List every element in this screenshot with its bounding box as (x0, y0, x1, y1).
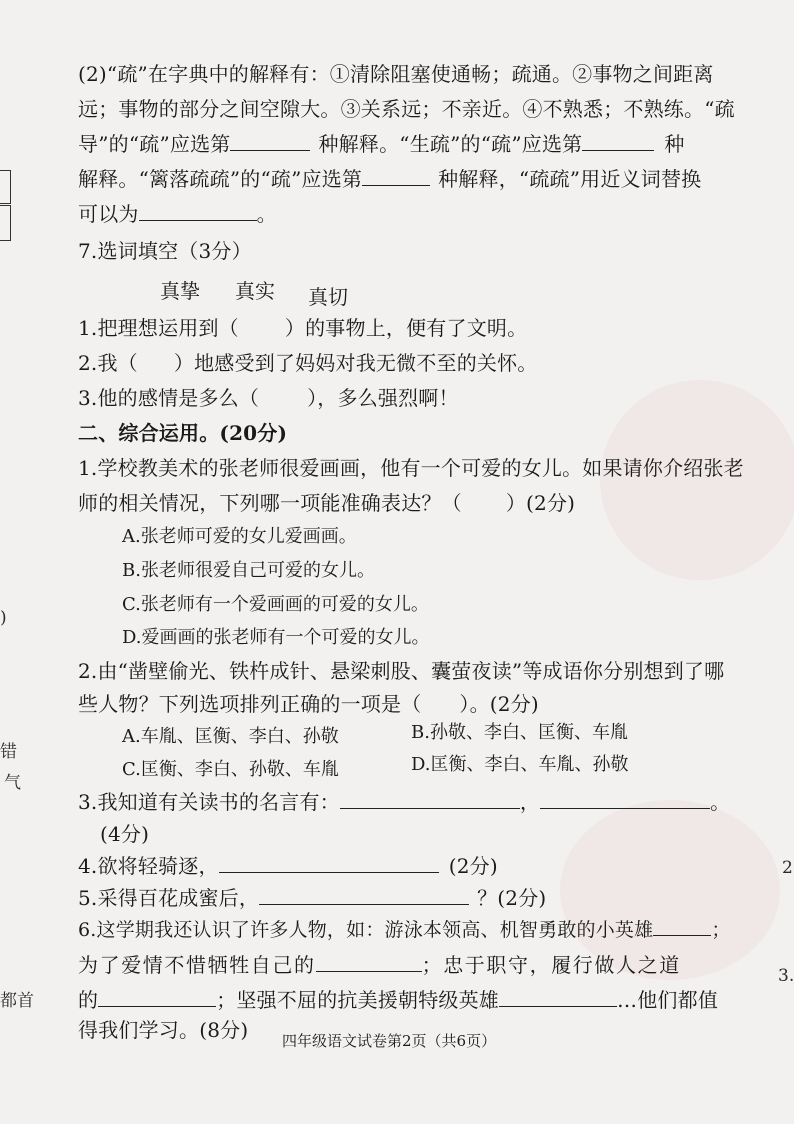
option-b[interactable]: B.孙敬、李白、匡衡、车胤 (411, 722, 628, 743)
q3-line (78, 788, 730, 816)
margin-box-fragment (0, 170, 11, 204)
q2-line (78, 690, 539, 718)
q6-2-text: 种解释，“疏疏”用近义词替换 (438, 167, 702, 191)
q6-line (78, 986, 718, 1014)
question-text: ）(2分) (505, 491, 576, 515)
question-text: 师的相关情况，下列哪一项能准确表达？（ (78, 491, 462, 515)
q6-2-line: 远；事物的部分之间空隙大。③关系远；不亲近。④不熟悉；不熟练。“疏 (78, 97, 735, 121)
punctuation: 。 (710, 790, 731, 814)
q6-2-text: 种解释。“生疏”的“疏”应选第 (318, 132, 583, 156)
option-c[interactable]: C.张老师有一个爱画画的可爱的女儿。 (122, 594, 429, 615)
question-text: 的 (78, 988, 99, 1012)
answer-blank[interactable] (540, 790, 710, 809)
option-a[interactable]: A.张老师可爱的女儿爱画画。 (122, 526, 357, 547)
sentence-text: ），多么强烈啊！ (307, 386, 459, 410)
q6-2-line: (2)“疏”在字典中的解释有：①清除阻塞使通畅；疏通。②事物之间距离 (78, 62, 714, 86)
margin-fragment: ) (0, 608, 7, 628)
question-text: 6.这学期我还认识了许多人物，如：游泳本领高、机智勇敢的小英雄 (78, 919, 654, 941)
section-title: 二、综合运用。(20分) (78, 421, 288, 445)
answer-blank[interactable] (653, 917, 711, 936)
sentence-text: 2.我（ (78, 351, 138, 375)
margin-fragment: 都首 (0, 991, 34, 1011)
q6-line: 得我们学习。(8分) (78, 1018, 249, 1042)
question-text: 5.采得百花成蜜后， (78, 886, 260, 910)
q6-line (78, 916, 731, 944)
margin-fragment: 3. (778, 966, 794, 986)
q6-line (78, 951, 681, 979)
q6-2-text: 解释。“篱落疏疏”的“疏”应选第 (78, 167, 363, 191)
answer-blank[interactable] (316, 953, 422, 972)
answer-blank[interactable] (499, 988, 617, 1007)
q6-2-line (78, 200, 277, 228)
q6-2-text: 可以为 (78, 202, 139, 226)
answer-blank[interactable] (582, 132, 654, 151)
q3-score: (4分) (100, 822, 150, 846)
margin-box-fragment (0, 205, 11, 241)
answer-blank[interactable] (362, 167, 430, 186)
q6-2-text: 种 (664, 132, 685, 156)
option-c[interactable]: C.匡衡、李白、孙敬、车胤 (122, 759, 339, 780)
q6-2-line (78, 130, 685, 158)
sentence-text: ）的事物上，便有了文明。 (284, 316, 528, 340)
answer-blank[interactable] (98, 988, 216, 1007)
answer-blank[interactable] (139, 202, 257, 221)
answer-blank[interactable] (230, 132, 310, 151)
q7-sentence-1 (78, 314, 527, 342)
q1-line: 1.学校教美术的张老师很爱画画，他有一个可爱的女儿。如果请你介绍张老 (78, 456, 744, 480)
option-b[interactable]: B.张老师很爱自己可爱的女儿。 (122, 560, 375, 581)
q7-sentence-3 (78, 384, 459, 412)
word-choice: 真实 (235, 279, 275, 303)
answer-blank[interactable] (259, 886, 469, 905)
q7-sentence-2 (78, 349, 538, 377)
question-text: ；坚强不屈的抗美援朝特级英雄 (216, 988, 500, 1012)
q6-2-line (78, 165, 701, 193)
page-footer: 四年级语文试卷第2页（共6页） (282, 1032, 497, 1050)
q4-line (78, 852, 498, 880)
q5-line (78, 884, 546, 912)
word-choice: 真挚 (160, 279, 200, 303)
sentence-text: ）地感受到了妈妈对我无微不至的关怀。 (173, 351, 538, 375)
q7-title: 7.选词填空（3分） (78, 239, 252, 263)
option-d[interactable]: D.爱画画的张老师有一个可爱的女儿。 (122, 627, 430, 648)
answer-blank[interactable] (219, 854, 439, 873)
option-d[interactable]: D.匡衡、李白、车胤、孙敬 (411, 754, 629, 775)
punctuation: ； (711, 919, 731, 941)
question-text: 些人物？下列选项排列正确的一项是（ (78, 692, 422, 716)
question-text: ）。(2分) (459, 692, 539, 716)
word-choice: 真切 (308, 285, 348, 309)
option-a[interactable]: A.车胤、匡衡、李白、孙敬 (122, 726, 339, 747)
score: (2分) (448, 854, 498, 878)
score: ？(2分) (477, 886, 547, 910)
q6-2-text: 导”的“疏”应选第 (78, 132, 231, 156)
question-text: 4.欲将轻骑逐， (78, 854, 219, 878)
question-text: 为了爱情不惜牺牲自己的 (78, 953, 316, 977)
margin-fragment: 气 (4, 773, 21, 793)
sentence-text: 1.把理想运用到（ (78, 316, 239, 340)
question-text: ；忠于职守，履行做人之道 (421, 953, 681, 977)
sentence-text: 3.他的感情是多么（ (78, 386, 260, 410)
answer-blank[interactable] (340, 790, 520, 809)
question-text: 3.我知道有关读书的名言有： (78, 790, 340, 814)
q2-line: 2.由“凿壁偷光、铁杵成针、悬梁刺股、囊萤夜读”等成语你分别想到了哪 (78, 659, 725, 683)
q1-line (78, 489, 575, 517)
margin-fragment: 错 (0, 742, 17, 762)
question-text: …他们都值 (617, 988, 719, 1012)
punctuation: ， (519, 790, 541, 814)
q6-2-text: 。 (256, 202, 277, 226)
margin-fragment: 2 (782, 858, 793, 878)
